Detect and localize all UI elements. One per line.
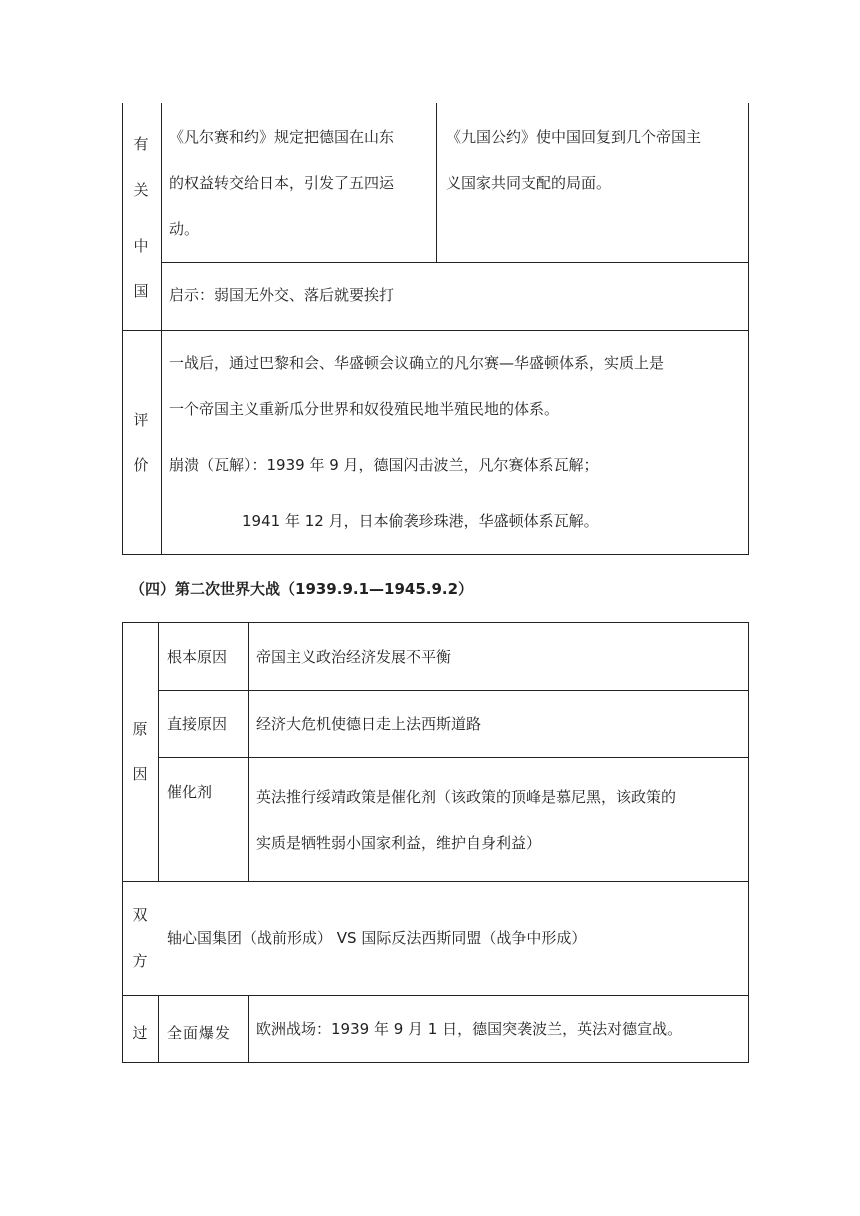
table2-border-top	[122, 622, 749, 623]
cell-lesson: 启示：弱国无外交、落后就要挨打	[169, 286, 395, 304]
table2-row-line-3	[122, 881, 749, 882]
text-sides: 轴心国集团（战前形成） VS 国际反法西斯同盟（战争中形成）	[167, 929, 587, 947]
label-catalyst: 催化剂	[167, 783, 213, 801]
table2-divider-sublabel-a	[248, 622, 249, 882]
table1-row-line-1	[161, 262, 749, 263]
table1-row-line-2	[122, 330, 749, 331]
table1-divider-mid	[436, 103, 437, 263]
label-root-cause: 根本原因	[167, 648, 228, 666]
label-outbreak: 全面爆发	[167, 1024, 232, 1042]
table2-border-left	[122, 622, 123, 1063]
table1-border-bottom	[122, 554, 749, 555]
table2-divider-sublabel-b	[248, 995, 249, 1063]
text-root-cause: 帝国主义政治经济发展不平衡	[256, 648, 452, 666]
label-direct-cause: 直接原因	[167, 715, 228, 733]
table2-border-right	[748, 622, 749, 1063]
text-direct-cause: 经济大危机使德日走上法西斯道路	[256, 715, 482, 733]
table2-border-bottom	[122, 1062, 749, 1063]
table1-border-right	[748, 103, 749, 555]
section-heading-ww2: （四）第二次世界大战（1939.9.1—1945.9.2）	[130, 580, 474, 598]
table1-divider-label	[161, 103, 162, 555]
table2-row-line-2	[158, 757, 749, 758]
table2-divider-label-b	[158, 995, 159, 1063]
table1-border-left	[122, 103, 123, 555]
text-outbreak: 欧洲战场：1939 年 9 月 1 日，德国突袭波兰，英法对德宣战。	[256, 1020, 683, 1038]
table2-divider-label-a	[158, 622, 159, 882]
table2-row-line-4	[122, 995, 749, 996]
table2-row-line-1	[158, 690, 749, 691]
label-process: 过	[132, 1024, 148, 1042]
